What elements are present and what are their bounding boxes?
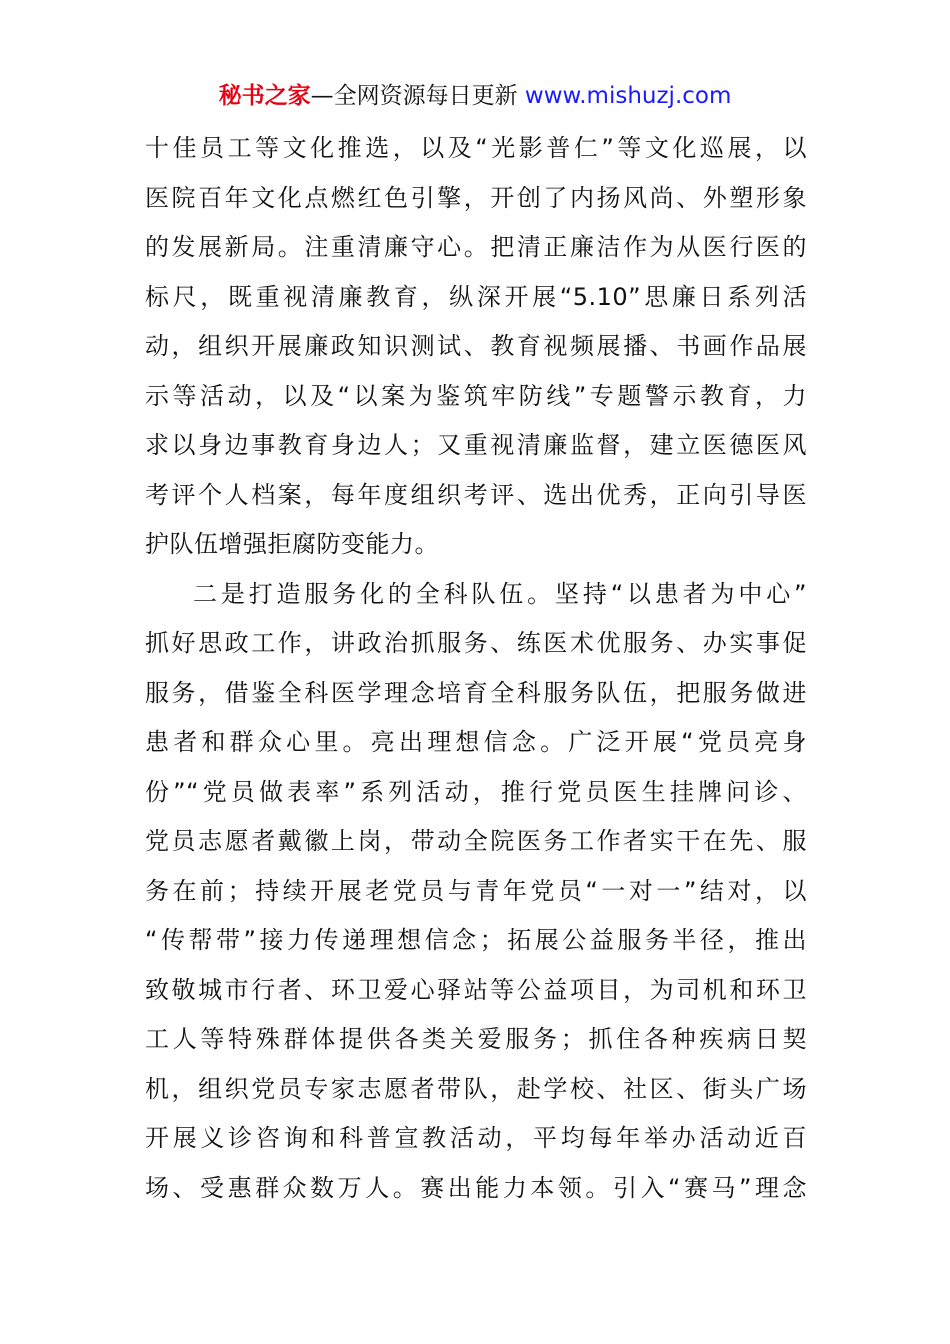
page-header xyxy=(0,80,950,112)
text-line: “传帮带”接力传递理想信念；拓展公益服务半径，推出 xyxy=(145,926,807,954)
text-line: 份”“党员做表率”系列活动，推行党员医生挂牌问诊、 xyxy=(145,777,807,806)
brand-name: 秘书之家 xyxy=(218,83,311,109)
paragraph-end-line: 护队伍增强拒腐防变能力。 xyxy=(145,530,439,558)
site-url[interactable]: www.mishuzj.com xyxy=(524,83,732,109)
text-line: 求以身边事教育身边人；又重视清廉监督，建立医德医风 xyxy=(145,431,807,459)
text-line: 十佳员工等文化推选，以及“光影普仁”等文化巡展，以 xyxy=(145,134,807,162)
text-line: 患者和群众心里。亮出理想信念。广泛开展“党员亮身 xyxy=(145,728,807,756)
text-line: 场、受惠群众数万人。赛出能力本领。引入“赛马”理念 xyxy=(145,1173,807,1202)
header-slogan: —全网资源每日更新 xyxy=(310,83,525,109)
text-line: 党员志愿者戴徽上岗，带动全院医务工作者实干在先、服 xyxy=(145,827,807,855)
paragraph-first-line: 二是打造服务化的全科队伍。坚持“以患者为中心” xyxy=(193,579,807,608)
document-body xyxy=(145,124,807,1213)
text-line: 务在前；持续开展老党员与青年党员“一对一”结对，以 xyxy=(145,876,807,905)
text-line: 服务，借鉴全科医学理念培育全科服务队伍，把服务做进 xyxy=(145,678,807,707)
text-line: 示等活动，以及“以案为鉴筑牢防线”专题警示教育，力 xyxy=(145,381,807,410)
text-line: 医院百年文化点燃红色引擎，开创了内扬风尚、外塑形象 xyxy=(145,183,807,212)
text-line: 动，组织开展廉政知识测试、教育视频展播、书画作品展 xyxy=(145,332,807,360)
text-line: 标尺，既重视清廉教育，纵深开展“5.10”思廉日系列活 xyxy=(145,282,807,311)
text-line: 抓好思政工作，讲政治抓服务、练医术优服务、办实事促 xyxy=(145,629,807,657)
text-line: 开展义诊咨询和科普宣教活动，平均每年举办活动近百 xyxy=(145,1124,807,1152)
text-line: 工人等特殊群体提供各类关爱服务；抓住各种疾病日契 xyxy=(145,1025,807,1053)
text-line: 考评个人档案，每年度组织考评、选出优秀，正向引导医 xyxy=(145,480,807,509)
text-line: 的发展新局。注重清廉守心。把清正廉洁作为从医行医的 xyxy=(145,233,807,261)
text-line: 致敬城市行者、环卫爱心驿站等公益项目，为司机和环卫 xyxy=(145,975,807,1004)
text-line: 机，组织党员专家志愿者带队，赴学校、社区、街头广场 xyxy=(145,1074,807,1103)
